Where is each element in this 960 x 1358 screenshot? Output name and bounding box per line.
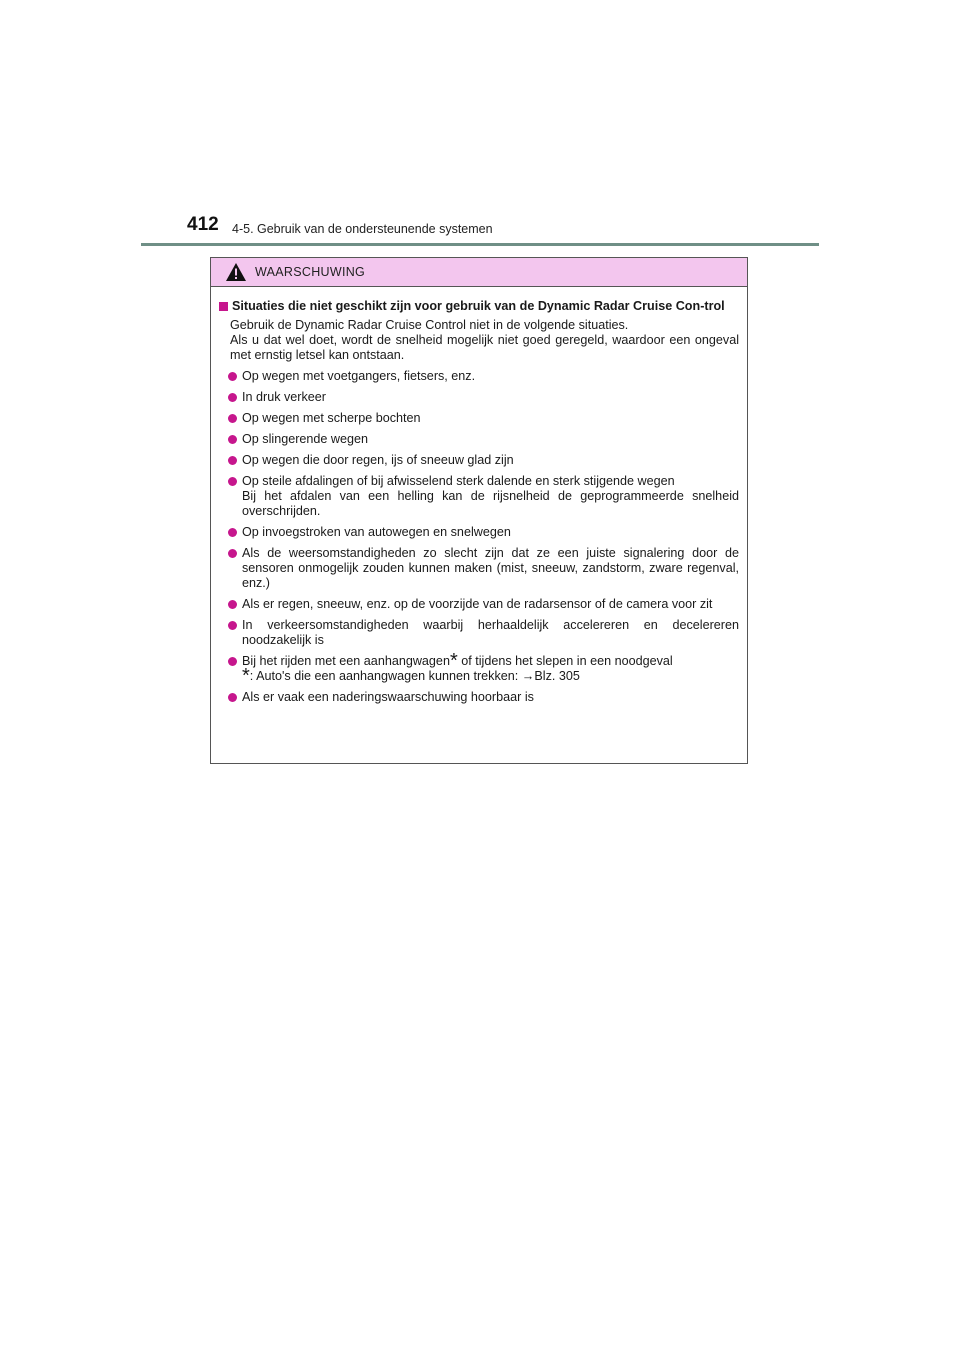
bullet-dot-icon [228,393,237,402]
trailer-text-before: Bij het rijden met een aanhangwagen [242,654,450,668]
intro-line-2: Als u dat wel doet, wordt de snelheid mogelijk niet goed geregeld, waardoor een ongeval met ernstig letsel kan ontstaan. [230,333,739,362]
list-item [219,411,739,426]
list-item-text: Op wegen met scherpe bochten [242,411,421,425]
list-item [219,369,739,384]
list-item [219,525,739,540]
list-item [219,650,739,687]
list-item-text: Als de weersomstandigheden zo slecht zijn dat ze een juiste signalering door de sensoren onmogelijk zouden kunnen maken (mist, sneeuw, zandstorm, zware regenval, enz.) [242,546,739,590]
list-item [219,453,739,468]
footnote-star: * [242,665,250,687]
list-item-text: Op wegen die door regen, ijs of sneeuw glad zijn [242,453,514,467]
list-item [219,690,739,705]
footnote-text: : Auto's die een aanhangwagen kunnen trekken: →Blz. 305 [249,669,580,683]
bullet-dot-icon [228,528,237,537]
list-item [219,618,739,648]
list-item [219,597,739,612]
square-bullet-icon [219,302,228,311]
list-item-text: In verkeersomstandigheden waarbij herhaaldelijk accelereren en decelereren noodzakelijk is [242,618,739,647]
section-heading-text: Situaties die niet geschikt zijn voor gebruik van de Dynamic Radar Cruise Con-trol [232,299,725,313]
list-item-text: In druk verkeer [242,390,326,404]
bullet-dot-icon [228,372,237,381]
page-number: 412 [187,214,219,235]
list-item-text: Als er vaak een naderingswaarschuwing hoorbaar is [242,690,534,704]
section-heading [219,299,739,314]
footnote-marker: * [449,650,458,672]
warning-label: WAARSCHUWING [255,265,366,279]
warning-body [211,287,747,705]
chapter-title: 4-5. Gebruik van de ondersteunende systemen [232,222,493,236]
intro-text [219,318,739,363]
bullet-dot-icon [228,549,237,558]
bullet-dot-icon [228,600,237,609]
bullet-dot-icon [228,435,237,444]
footnote [242,665,739,687]
list-item-subtext: Bij het afdalen van een helling kan de rijsnelheid de geprogrammeerde snelheid overschrijden. [242,489,739,518]
list-item-text: Op invoegstroken van autowegen en snelwegen [242,525,511,539]
list-item-text [242,474,739,519]
list-item-text: Op wegen met voetgangers, fietsers, enz. [242,369,476,383]
bullet-dot-icon [228,693,237,702]
situation-list [219,369,739,705]
list-item [219,546,739,591]
trailer-text-after: of tijdens het slepen in een noodgeval [457,654,673,668]
bullet-dot-icon [228,456,237,465]
warning-header [211,258,747,287]
list-item [219,390,739,405]
list-item-text: Op slingerende wegen [242,432,369,446]
list-item-text [242,650,739,687]
warning-triangle-icon [225,262,247,282]
list-item [219,432,739,447]
bullet-dot-icon [228,414,237,423]
list-item-text: Als er regen, sneeuw, enz. op de voorzijde van de radarsensor of de camera voor zit [242,597,713,611]
intro-line-1: Gebruik de Dynamic Radar Cruise Control niet in de volgende situaties. [230,318,629,332]
list-item-main: Op steile afdalingen of bij afwisselend sterk dalende en sterk stijgende wegen [242,474,675,488]
header-rule [141,243,819,246]
bullet-dot-icon [228,477,237,486]
bullet-dot-icon [228,621,237,630]
bullet-dot-icon [228,657,237,666]
warning-box [210,257,748,764]
list-item [219,474,739,519]
